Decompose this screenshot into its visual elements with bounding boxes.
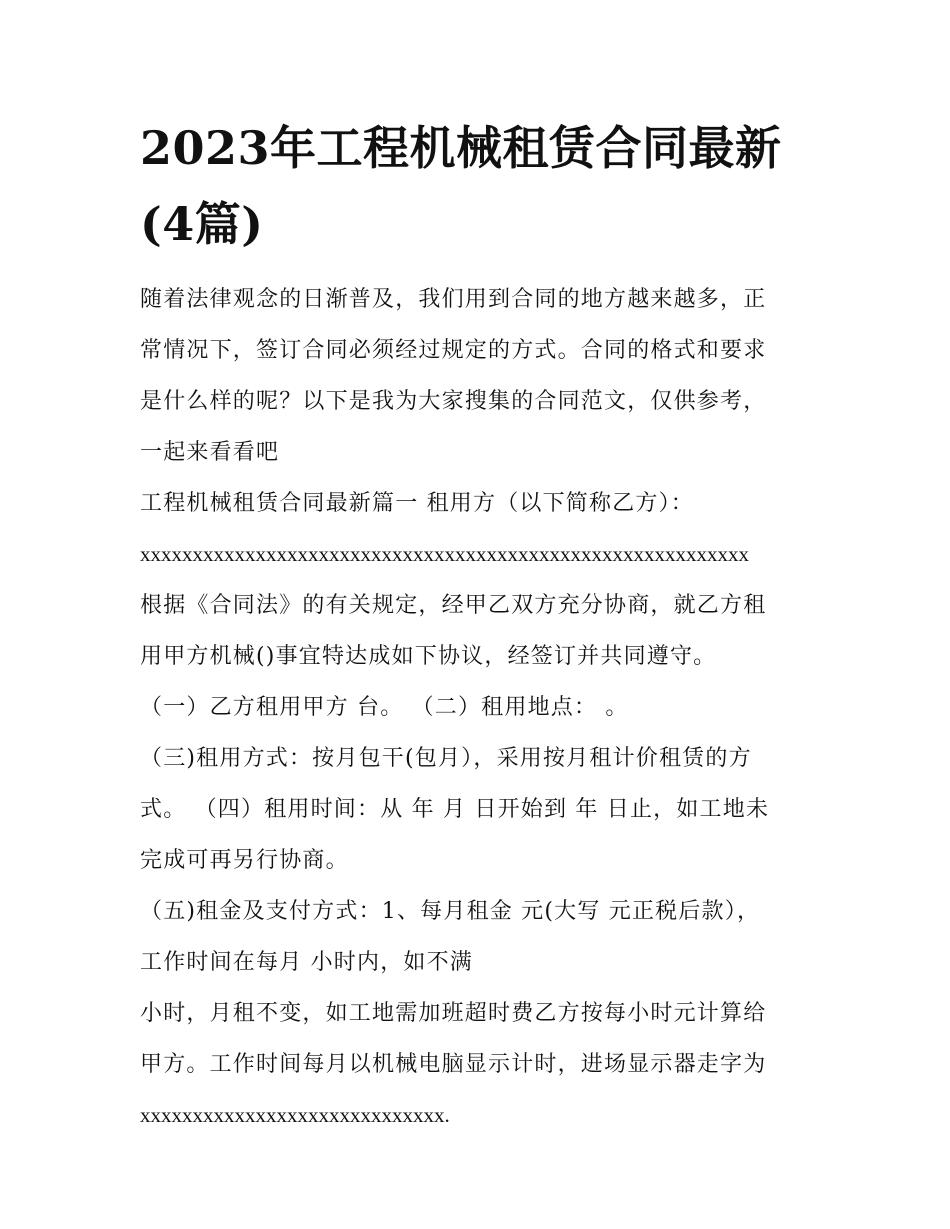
text-line: 一起来看看吧	[140, 440, 280, 465]
text-line: 小时，月租不变，如工地需加班超时费乙方按每小时元计算给	[140, 1001, 767, 1026]
text-line: （三)租用方式：按月包干(包月），采用按月租计价租赁的方	[140, 746, 752, 771]
contract-heading-paragraph	[140, 478, 820, 529]
text-line: 用甲方机械()事宜特达成如下协议，经签订并共同遵守。	[140, 644, 717, 669]
placeholder-line: xxxxxxxxxxxxxxxxxxxxxxxxxxxxxxxxxxxxxxxxxxxxxxxxxxxxxxxxxx	[140, 542, 749, 566]
clause-1-2-paragraph	[140, 682, 820, 733]
placeholder-paragraph	[140, 529, 820, 580]
text-line: 常情况下，签订合同必须经过规定的方式。合同的格式和要求	[140, 338, 767, 363]
text-line: 随着法律观念的日渐普及，我们用到合同的地方越来越多，正	[140, 287, 767, 312]
document-title	[140, 110, 820, 262]
clause-3-4-paragraph	[140, 733, 820, 886]
intro-paragraph	[140, 274, 820, 478]
text-line: 是什么样的呢？以下是我为大家搜集的合同范文，仅供参考，	[140, 389, 767, 414]
overtime-paragraph	[140, 988, 820, 1141]
text-line: 根据《合同法》的有关规定，经甲乙双方充分协商，就乙方租	[140, 593, 767, 618]
text-line: 式。 （四）租用时间：从 年 月 日开始到 年 日止，如工地未	[140, 797, 770, 822]
title-line-2: (4篇)	[140, 197, 264, 251]
text-line: （五)租金及支付方式：1、每月租金 元(大写 元正税后款），	[140, 899, 761, 924]
text-line: （一）乙方租用甲方 台。 （二）租用地点： 。	[140, 695, 629, 720]
placeholder-line: xxxxxxxxxxxxxxxxxxxxxxxxxxxxx.	[140, 1103, 450, 1127]
text-line: 完成可再另行协商。	[140, 848, 349, 873]
basis-paragraph	[140, 580, 820, 682]
title-line-1: 2023年工程机械租赁合同最新	[140, 121, 782, 175]
text-line: 甲方。工作时间每月以机械电脑显示计时，进场显示器走字为	[140, 1052, 767, 1077]
document-page	[140, 110, 820, 1141]
text-line: 工作时间在每月 小时内，如不满	[140, 950, 473, 975]
clause-5-paragraph	[140, 886, 820, 988]
text-line: 工程机械租赁合同最新篇一 租用方（以下简称乙方）：	[140, 491, 694, 516]
